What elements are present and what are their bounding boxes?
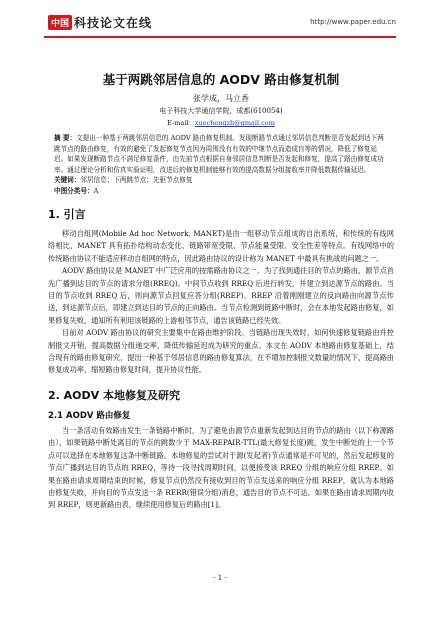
paper-affiliation: 电子科技大学通信学院，成都(610054) xyxy=(159,107,283,115)
keywords xyxy=(54,175,388,186)
clc-label: 中图分类号： xyxy=(54,186,94,195)
keywords-label: 关键词： xyxy=(54,176,81,184)
email-label: E-mail： xyxy=(167,119,195,127)
logo-mark: 中国 xyxy=(48,15,72,30)
site-url[interactable]: http://www.paper.edu.cn xyxy=(310,18,396,26)
section-1-paragraph-1: 移动自组网(Mobile Ad hoc Network, MANET)是由一组移动节点组成的自治系统，和传统的有线网络相比，MANET 具有拓扑结构动态变化、链路带宽受限、节点能量受限、安全性差等特点。有线网络中的传统路由协议不能适应移动自组网的特点，因此路由协议的设计称为 MANET 中最具有挑战的问题之一。 xyxy=(48,229,394,263)
clc xyxy=(54,186,388,197)
site-header xyxy=(0,0,440,44)
section-1-paragraph-3: 目前对 AODV 路由协议的研究主要集中在路由维护阶段。当链路出现失效时，如何快速修复链路由并控制报文开销，提高数据分组递交率，降低传输延迟成为研究的重点。本文在 AODV 本地路由修复基础上，结合现有的路由修复研究，提出一种基于邻居信息的路由修复算法，在不增加控制报文数量的情况下，提高路由修复成功率，缩短路由修复时间，提升协议性能。 xyxy=(48,328,394,375)
subsection-2-1-heading: 2.1 AODV 路由修复 xyxy=(48,410,131,421)
abstract xyxy=(54,133,388,175)
subsection-2-1-paragraph-1: 当一条活动有效路由发生一条链路中断时，为了避免由源节点重新发起到达目的节点的路由（以下称源路由），如果链路中断处离目的节点的跳数少于 MAX-REPAIR-TTL(最大修复长度)跳，发生中断处的上一个节点可以选择在本地修复这条中断链路。本地修复的尝试对于源(发起者)节点通常是不可见的，然后发起修复的节点广播到达目的节点的 RREQ，等待一段寻找周期时间，以便接受该 RREQ 分组的响应分组 RREP。如果在路由请求周期结束的时候，修复节点仍然没有接收到目的节点发送来的响应分组 RREP，就认为本地路由修复失败，并向目的节点发送一条 RERR(错误分组)消息，通告目的节点不可达。如果在路由请求周期内收到 RREP，则更新路由表，继续使用修复后的路由[1]。 xyxy=(48,425,394,510)
paper-authors: 张学成，马立香 xyxy=(193,94,249,103)
abstract-label: 摘 要： xyxy=(54,134,77,142)
email-line xyxy=(48,118,394,127)
clc-text: A xyxy=(93,186,99,195)
section-2-heading: 2. AODV 本地修复及研究 xyxy=(48,388,180,402)
site-logo[interactable] xyxy=(48,14,152,31)
logo-text: 科技论文在线 xyxy=(74,16,153,30)
section-1-paragraph-2: AODV 路由协议是 MANET 中广泛应用的按需路由协议之一。为了找到通往目的节点的路由，源节点首先广播到达目的节点的请求分组(RREQ)。中间节点收到 RREQ 后进行转发，并建立到达源节点的路由。当目的节点收到 RREQ 后，则向源节点回复应答分组(RREP)。RREP 沿着刚刚建立的反向路由向源节点传送，到达源节点后，即建立到达目的节点的正向路由。当节点检测到链路中断时，会在本地发起路由修复，如果修复失败，通知所有利用该链路的上游相邻节点，通告该链路已经失效。 xyxy=(48,266,394,325)
page-number: - 1 - xyxy=(213,574,227,582)
section-1-heading: 1. 引言 xyxy=(48,208,86,221)
header-divider xyxy=(44,36,396,38)
email-link[interactable]: xuechengzh@gmail.com xyxy=(194,119,275,127)
paper-page xyxy=(48,70,394,512)
abstract-text: 文提出一种基于两跳邻居信息的 AODV 路由修复机制。发现断路节点通过邻居信息判断是否发起到达下两跳节点的路由修复，有效的避免了发起修复节点因为周围没有有效的中继节点而造成盲等的情况，降低了修复延迟。如果发现断路节点不满足修复条件，由先前节点根据自身邻居信息判断是否发起和修复，提高了路由修复成功率。通过理论分析和仿真实验证明，改进后的修复机制能够有效的提高数据分组接收率并降低数据传输延迟。 xyxy=(54,134,384,174)
paper-title: 基于两跳邻居信息的 AODV 路由修复机制 xyxy=(102,72,340,87)
keywords-text: 邻居信息；下两跳节点；先驱节点修复 xyxy=(80,176,193,184)
